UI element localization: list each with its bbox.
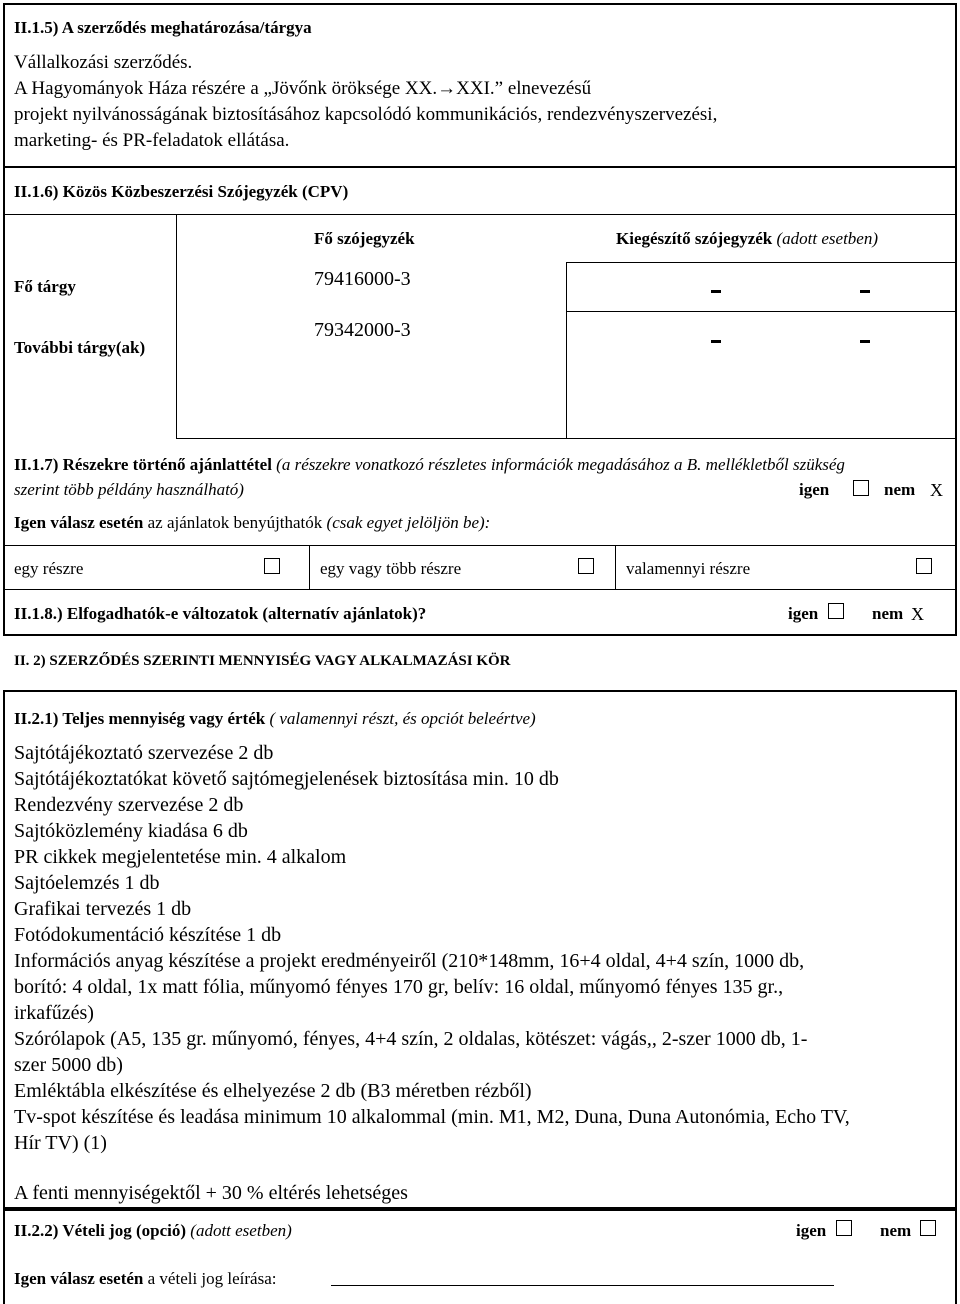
- parts-submission-note: (csak egyet jelöljön be):: [326, 513, 491, 532]
- heading-II-2-2-label: II.2.2) Vételi jog (opció): [14, 1221, 187, 1240]
- parts-no-label: nem: [884, 480, 916, 499]
- quantity-deviation: A fenti mennyiségektől + 30 % eltérés lehetséges: [14, 1182, 408, 1204]
- heading-II-2-2: [14, 1222, 292, 1239]
- parts-submission-condition: Igen válasz esetén: [14, 513, 144, 532]
- heading-II-2-1-note: ( valamennyi részt, és opciót beleértve): [269, 709, 536, 728]
- contract-type-line: Vállalkozási szerződés.: [14, 52, 193, 73]
- option-one-part-checkbox[interactable]: [264, 558, 280, 574]
- variants-yes-label: igen: [788, 604, 819, 623]
- cpv-table-bottom: [176, 438, 957, 439]
- cpv-row-additional-code: 79342000-3: [314, 319, 411, 341]
- divider-115-116: [3, 166, 957, 168]
- heading-II-1-7: [14, 456, 845, 473]
- variants-no-label: nem: [872, 604, 904, 623]
- option-description-condition: Igen válasz esetén: [14, 1269, 144, 1288]
- cpv-row-main-code: 79416000-3: [314, 268, 411, 290]
- quantity-item: Emléktábla elkészítése és elhelyezése 2 db (B3 méretben rézből): [14, 1080, 532, 1102]
- variants-no-mark: X: [911, 604, 924, 624]
- option-description-label: a vételi jog leírása:: [147, 1269, 277, 1288]
- cpv-col-supplementary: [616, 230, 878, 247]
- cpv-table-header-line: [566, 262, 957, 263]
- contract-desc-line-1: A Hagyományok Háza részére a „Jövőnk öröksége XX.→XXI.” elnevezésű: [14, 78, 592, 99]
- cpv-supp-dash-1b: [860, 290, 870, 293]
- parts-submission-line: [14, 514, 490, 531]
- quantity-item: Sajtóközlemény kiadása 6 db: [14, 820, 248, 842]
- option-yes-label: igen: [796, 1221, 827, 1240]
- heading-II-2-1: [14, 710, 536, 727]
- cpv-row-main-label: Fő tárgy: [14, 277, 76, 296]
- cpv-col-supp-label: Kiegészítő szójegyzék: [616, 229, 773, 248]
- quantity-item: Rendezvény szervezése 2 db: [14, 794, 244, 816]
- quantity-item: Szórólapok (A5, 135 gr. műnyomó, fényes, 4+4 szín, 2 oldalas, kötészet: vágás,, 2-szer 1000 db, 1-: [14, 1028, 808, 1050]
- quantity-item: Fotódokumentáció készítése 1 db: [14, 924, 282, 946]
- quantity-item: Tv-spot készítése és leadása minimum 10 alkalommal (min. M1, M2, Duna, Duna Autonómia, Echo TV,: [14, 1107, 850, 1127]
- heading-II-1-7-note: (a részekre vonatkozó részletes információk megadásához a B. mellékletből szükség: [276, 455, 845, 474]
- cpv-row-additional-label: További tárgy(ak): [14, 338, 146, 357]
- quantity-item: PR cikkek megjelentetése min. 4 alkalom: [14, 846, 347, 868]
- quantity-item: Hír TV) (1): [14, 1132, 107, 1154]
- cpv-col-supp-note: (adott esetben): [776, 229, 878, 248]
- option-no-checkbox[interactable]: [920, 1220, 936, 1236]
- cpv-table-top: [3, 214, 957, 215]
- option-one-part-label: egy részre: [14, 559, 84, 578]
- option-yes-checkbox[interactable]: [836, 1220, 852, 1236]
- heading-II-2-1-label: II.2.1) Teljes mennyiség vagy érték: [14, 709, 266, 728]
- heading-II-2: II. 2) SZERZŐDÉS SZERINTI MENNYISÉG VAGY ALKALMAZÁSI KÖR: [14, 653, 511, 669]
- cpv-table-col-divider-1: [176, 214, 177, 438]
- cpv-supp-dash-1a: [711, 290, 721, 293]
- quantity-item: irkafűzés): [14, 1002, 94, 1024]
- heading-II-1-7-label: II.1.7) Részekre történő ajánlattétel: [14, 455, 272, 474]
- cpv-supp-dash-2b: [860, 340, 870, 343]
- cpv-col-main: Fő szójegyzék: [314, 229, 415, 248]
- parts-submission-text: az ajánlatok benyújthatók: [147, 513, 323, 532]
- parts-no-mark: X: [930, 480, 943, 500]
- heading-II-1-5: II.1.5) A szerződés meghatározása/tárgya: [14, 18, 312, 37]
- heading-II-1-6: II.1.6) Közös Közbeszerzési Szójegyzék (CPV): [14, 182, 349, 201]
- heading-II-1-7-note-line-2: szerint több példány használható): [14, 480, 244, 499]
- quantity-item: Sajtóelemzés 1 db: [14, 872, 160, 894]
- option-description-field[interactable]: [331, 1285, 834, 1286]
- parts-yes-checkbox[interactable]: [853, 480, 869, 496]
- quantity-item: Grafikai tervezés 1 db: [14, 898, 192, 920]
- contract-desc-line-2: projekt nyilvánosságának biztosításához kapcsolódó kommunikációs, rendezvényszervezési,: [14, 104, 718, 125]
- parts-options-divider-2: [615, 545, 616, 589]
- heading-II-2-2-note: (adott esetben): [190, 1221, 292, 1240]
- quantity-item: Sajtótájékoztató szervezése 2 db: [14, 742, 274, 764]
- option-all-parts-label: valamennyi részre: [626, 559, 751, 578]
- quantity-item: szer 5000 db): [14, 1054, 123, 1076]
- parts-options-top: [3, 545, 957, 546]
- option-one-or-more-label: egy vagy több részre: [320, 559, 462, 578]
- option-no-label: nem: [880, 1221, 912, 1240]
- quantity-item: Sajtótájékoztatókat követő sajtómegjelenések biztosítása min. 10 db: [14, 768, 559, 790]
- option-one-or-more-checkbox[interactable]: [578, 558, 594, 574]
- parts-options-divider-1: [309, 545, 310, 589]
- variants-yes-checkbox[interactable]: [828, 603, 844, 619]
- cpv-table-col-divider-2: [566, 262, 567, 438]
- cpv-table-row-line: [566, 311, 957, 312]
- heading-II-1-8: II.1.8.) Elfogadhatók-e változatok (alternatív ajánlatok)?: [14, 604, 427, 623]
- quantity-item: Információs anyag készítése a projekt eredményeiről (210*148mm, 16+4 oldal, 4+4 szín, 1000 db,: [14, 950, 805, 972]
- option-description-line: [14, 1270, 277, 1287]
- quantity-item: borító: 4 oldal, 1x matt fólia, műnyomó fényes 170 gr, belív: 16 oldal, műnyomó fényes 135 gr.,: [14, 976, 784, 998]
- contract-desc-line-3: marketing- és PR-feladatok ellátása.: [14, 130, 290, 151]
- cpv-supp-dash-2a: [711, 340, 721, 343]
- parts-yes-label: igen: [799, 480, 830, 499]
- parts-options-bottom: [3, 589, 957, 590]
- option-all-parts-checkbox[interactable]: [916, 558, 932, 574]
